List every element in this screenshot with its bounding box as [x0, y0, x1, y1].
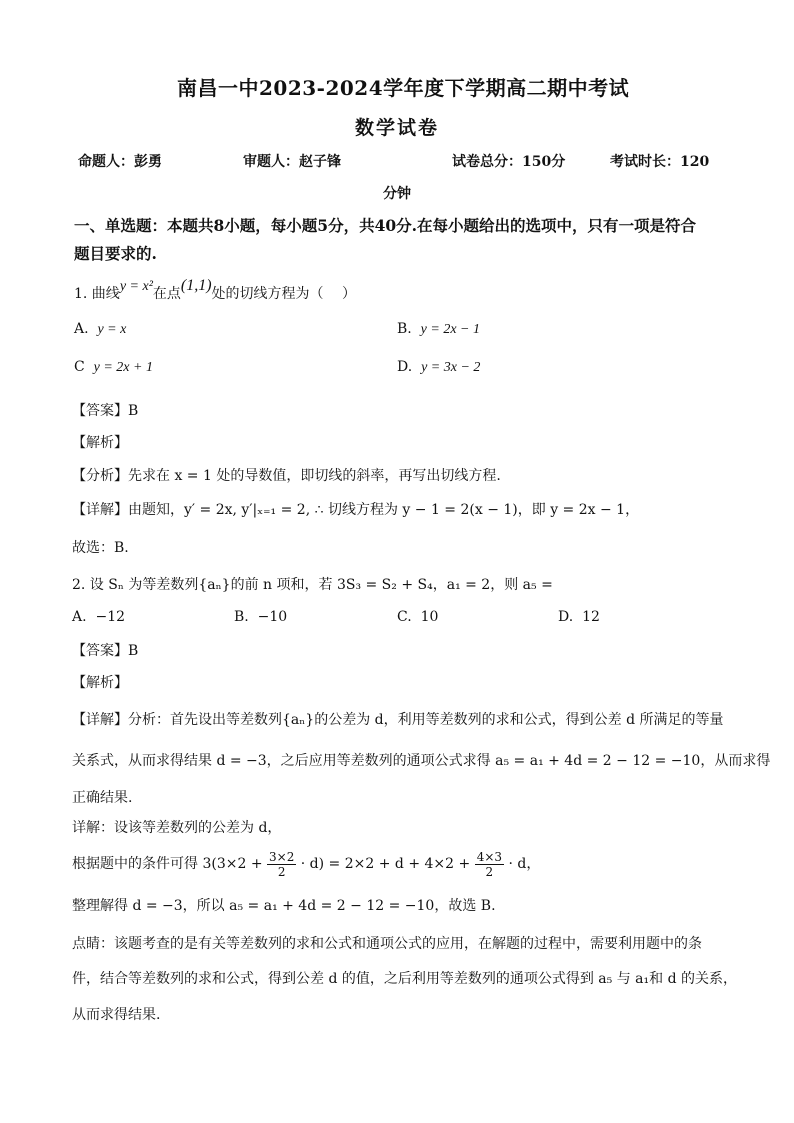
q1-suffix: 处的切线方程为（ ） — [211, 286, 356, 302]
q2-option-b: B. −10 — [234, 609, 288, 625]
q2-answer: 【答案】B — [72, 643, 139, 659]
question-1-stem — [74, 277, 356, 303]
q2-option-a: A. −12 — [72, 609, 126, 625]
page-title: 南昌一中2023-2024学年度下学期高二期中考试 — [177, 76, 630, 100]
q1-conclusion: 故选：B. — [72, 540, 129, 556]
q1-option-d: D. y = 3x − 2 — [397, 359, 481, 375]
q2-comment-line1: 点睛：该题考查的是有关等差数列的求和公式和通项公式的应用，在解题的过程中，需要利用题中的条 — [72, 936, 702, 952]
q1-function: y = x² — [119, 279, 153, 294]
q1-option-a: A. y = x — [74, 321, 127, 337]
exam-duration: 考试时长：120 — [610, 154, 710, 170]
reviewer-info: 审题人：赵子锋 — [243, 154, 341, 170]
q2-condition-equation: 根据题中的条件可得 3(3×2 + $\frac{3\times 2}{2}$ · d) = 2×2 + d + 4×2 + $\frac{4\times 3}{2}$ · d， — [72, 849, 541, 879]
author-info: 命题人：彭勇 — [78, 154, 162, 170]
q1-analysis-tag: 【解析】 — [72, 435, 128, 451]
q2-detail-line2: 关系式，从而求得结果 d = −3，之后应用等差数列的通项公式求得 a₅ = a₁ + 4d = 2 − 12 = −10，从而求得 — [72, 753, 771, 769]
q2-analysis-tag: 【解析】 — [72, 675, 128, 691]
question-2-stem: 2. 设 Sₙ 为等差数列{aₙ}的前 n 项和，若 3S₃ = S₂ + S₄，a₁ = 2，则 a₅ = — [72, 577, 553, 593]
fraction-2: $\frac{4\times 3}{2}$ — [476, 849, 503, 879]
q2-comment-line2: 件，结合等差数列的求和公式，得到公差 d 的值，之后利用等差数列的通项公式得到 a₅ 与 a₁和 d 的关系， — [72, 971, 737, 987]
q2-option-c: C. 10 — [397, 609, 439, 625]
exam-duration-unit: 分钟 — [383, 186, 411, 202]
q1-option-b: B. y = 2x − 1 — [397, 321, 480, 337]
q1-mid: 在点 — [152, 286, 181, 302]
q1-fenxi: 【分析】先求在 x = 1 处的导数值，即切线的斜率，再写出切线方程. — [72, 468, 501, 484]
page-subtitle: 数学试卷 — [355, 117, 440, 139]
q2-solve: 整理解得 d = −3，所以 a₅ = a₁ + 4d = 2 − 12 = −10，故选 B. — [72, 898, 496, 914]
section-heading-line1: 一、单选题：本题共8小题，每小题5分，共40分.在每小题给出的选项中，只有一项是符合 — [74, 216, 697, 235]
q2-comment-line3: 从而求得结果. — [72, 1007, 161, 1023]
q2-detail-line3: 正确结果. — [72, 790, 133, 806]
q1-answer: 【答案】B — [72, 403, 139, 419]
q1-point: (1,1) — [180, 277, 212, 294]
q1-detail: 【详解】由题知，y′ = 2x, y′|ₓ₌₁ = 2, ∴ 切线方程为 y − 1 = 2(x − 1)，即 y = 2x − 1， — [72, 502, 640, 518]
q1-prefix: 1. 曲线 — [74, 286, 120, 302]
section-heading-line2: 题目要求的. — [74, 244, 157, 263]
fraction-1: $\frac{3\times 2}{2}$ — [269, 849, 295, 879]
q1-option-c: C y = 2x + 1 — [74, 359, 153, 375]
total-score: 试卷总分：150分 — [452, 154, 566, 170]
q2-detail-line1: 【详解】分析：首先设出等差数列{aₙ}的公差为 d，利用等差数列的求和公式，得到公差 d 所满足的等量 — [72, 712, 724, 728]
q2-xiangjie: 详解：设该等差数列的公差为 d， — [72, 820, 282, 836]
q2-option-d: D. 12 — [558, 609, 600, 625]
